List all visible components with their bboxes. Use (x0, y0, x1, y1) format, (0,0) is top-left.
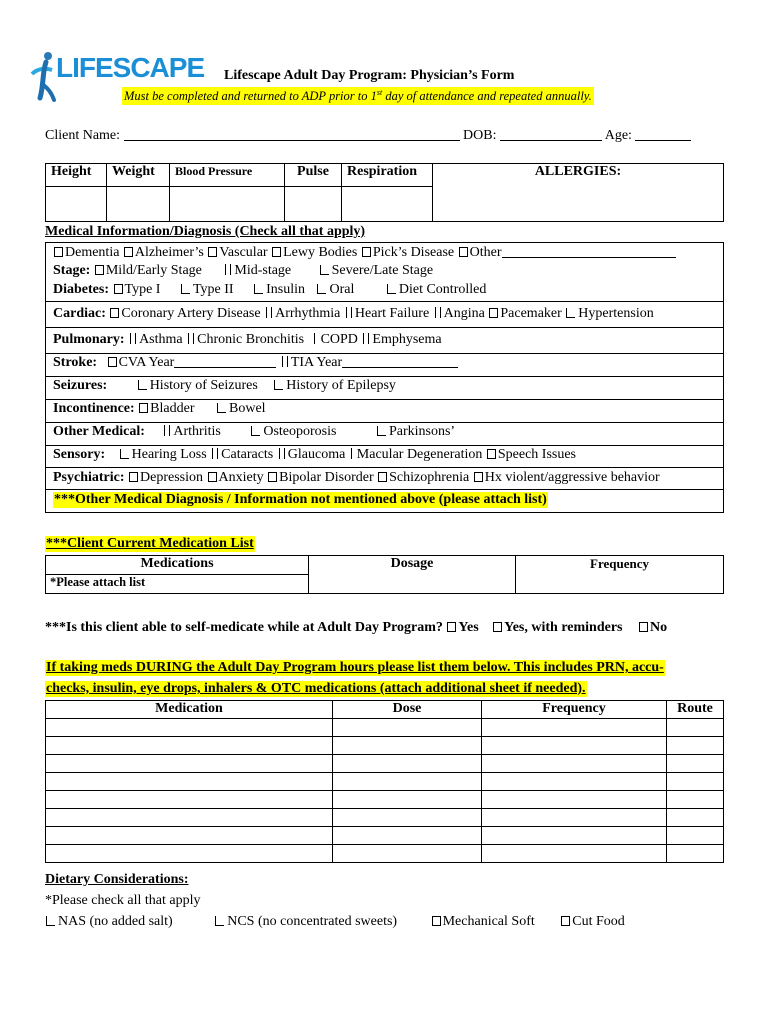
oral-checkbox[interactable] (317, 284, 326, 294)
hypertension-checkbox[interactable] (566, 308, 575, 318)
cad-label: Coronary Artery Disease (121, 306, 261, 321)
glaucoma-checkbox[interactable] (279, 448, 285, 459)
insulin-label: Insulin (266, 282, 305, 297)
angina-checkbox[interactable] (435, 307, 441, 318)
cataracts-label: Cataracts (221, 447, 274, 462)
cad-checkbox[interactable] (110, 308, 119, 318)
dose-cell[interactable] (333, 845, 482, 863)
osteoporosis-label: Osteoporosis (263, 424, 337, 439)
dementia-label: Dementia (65, 245, 120, 260)
heart-failure-label: Heart Failure (354, 306, 430, 321)
osteoporosis-checkbox[interactable] (251, 426, 260, 436)
severe-stage-checkbox[interactable] (320, 265, 329, 275)
vascular-label: Vascular (219, 245, 268, 260)
med-cell[interactable] (46, 719, 333, 737)
freq-col-header: Frequency (482, 701, 667, 719)
self-med-reminders-label: Yes, with reminders (504, 620, 623, 635)
pacemaker-label: Pacemaker (500, 306, 562, 321)
arthritis-checkbox[interactable] (164, 425, 170, 436)
mid-stage-label: Mid-stage (234, 263, 292, 278)
copd-label: COPD (320, 332, 358, 347)
height-field[interactable] (46, 187, 107, 222)
alzheimers-label: Alzheimer’s (134, 245, 204, 260)
respiration-header: Respiration (342, 164, 433, 187)
hearing-loss-label: Hearing Loss (131, 447, 207, 462)
other-dementia-label: Other (469, 245, 502, 260)
medication-col-header: Medication (46, 701, 333, 719)
nas-label: NAS (no added salt) (58, 914, 173, 929)
oral-label: Oral (329, 282, 355, 297)
type2-checkbox[interactable] (181, 284, 190, 294)
psychiatric-label: Psychiatric: (53, 470, 125, 485)
freq-cell[interactable] (482, 773, 667, 791)
severe-stage-label: Severe/Late Stage (331, 263, 434, 278)
asthma-label: Asthma (139, 332, 183, 347)
bowel-label: Bowel (229, 401, 266, 416)
bipolar-label: Bipolar Disorder (279, 470, 374, 485)
cva-checkbox[interactable] (108, 357, 117, 367)
history-epilepsy-checkbox[interactable] (274, 380, 283, 390)
table-row (46, 755, 724, 773)
seizures-label: Seizures: (53, 378, 108, 393)
cva-label: CVA Year (118, 355, 175, 370)
dietary-heading: Dietary Considerations: (45, 872, 189, 887)
arrhythmia-checkbox[interactable] (266, 307, 272, 318)
form-subtitle: Must be completed and returned to ADP prior to 1st day of attendance and repeated annually. (124, 88, 592, 104)
incontinence-label: Incontinence: (53, 401, 135, 416)
mechanical-soft-checkbox[interactable] (432, 916, 441, 926)
route-cell[interactable] (667, 773, 724, 791)
table-row (46, 737, 724, 755)
other-dementia-field[interactable] (502, 245, 676, 258)
dose-cell[interactable] (333, 719, 482, 737)
dietary-note: *Please check all that apply (45, 893, 201, 908)
medical-info-heading: Medical Information/Diagnosis (Check all that apply) (45, 224, 366, 239)
history-seizures-checkbox[interactable] (138, 380, 147, 390)
med-cell[interactable] (46, 827, 333, 845)
stroke-label: Stroke: (53, 355, 98, 370)
hypertension-label: Hypertension (578, 306, 654, 321)
history-seizures-label: History of Seizures (149, 378, 258, 393)
dose-cell[interactable] (333, 809, 482, 827)
allergies-header: ALLERGIES: (534, 164, 622, 179)
freq-cell[interactable] (482, 737, 667, 755)
med-list-heading: ***Client Current Medication List (46, 536, 254, 551)
copd-checkbox[interactable] (314, 333, 315, 344)
schizophrenia-label: Schizophrenia (389, 470, 470, 485)
parkinsons-checkbox[interactable] (377, 426, 386, 436)
dose-col-header: Dose (333, 701, 482, 719)
diet-controlled-label: Diet Controlled (398, 282, 487, 297)
pulmonary-label: Pulmonary: (53, 332, 125, 347)
route-cell[interactable] (667, 755, 724, 773)
med-cell[interactable] (46, 809, 333, 827)
pulse-field[interactable] (285, 187, 342, 222)
vascular-checkbox[interactable] (208, 247, 217, 257)
dementia-checkbox[interactable] (54, 247, 63, 257)
diet-controlled-checkbox[interactable] (387, 284, 396, 294)
route-cell[interactable] (667, 719, 724, 737)
dose-cell[interactable] (333, 755, 482, 773)
route-cell[interactable] (667, 791, 724, 809)
med-cell[interactable] (46, 773, 333, 791)
route-col-header: Route (667, 701, 724, 719)
cataracts-checkbox[interactable] (212, 448, 218, 459)
bladder-label: Bladder (150, 401, 195, 416)
insulin-checkbox[interactable] (254, 284, 263, 294)
macular-label: Macular Degeneration (356, 447, 483, 462)
self-med-yes-checkbox[interactable] (447, 622, 456, 632)
cardiac-label: Cardiac: (53, 306, 106, 321)
med-cell[interactable] (46, 737, 333, 755)
weight-field[interactable] (107, 187, 170, 222)
adp-meds-line2: checks, insulin, eye drops, inhalers & OTC medications (attach additional sheet if needed). (46, 681, 586, 696)
heart-failure-checkbox[interactable] (346, 307, 352, 318)
stroke-row (53, 355, 458, 371)
dose-cell[interactable] (333, 791, 482, 809)
respiration-field[interactable] (342, 187, 433, 222)
dose-cell[interactable] (333, 773, 482, 791)
form-title: Lifescape Adult Day Program: Physician’s Form (224, 68, 515, 83)
history-epilepsy-label: History of Epilepsy (286, 378, 396, 393)
violent-behavior-checkbox[interactable] (474, 472, 483, 482)
table-row (46, 791, 724, 809)
age-label: Age: (604, 128, 632, 143)
route-cell[interactable] (667, 827, 724, 845)
tia-label: TIA Year (290, 355, 343, 370)
parkinsons-label: Parkinsons’ (388, 424, 456, 439)
type1-checkbox[interactable] (114, 284, 123, 294)
mechanical-soft-label: Mechanical Soft (442, 914, 535, 929)
table-row (46, 719, 724, 737)
other-diagnosis-note: ***Other Medical Diagnosis / Information not mentioned above (please attach list) (54, 492, 547, 507)
other-dementia-checkbox[interactable] (459, 247, 468, 257)
bowel-checkbox[interactable] (217, 403, 226, 413)
tia-checkbox[interactable] (282, 356, 288, 367)
cva-year-field[interactable] (174, 355, 276, 368)
table-row (46, 827, 724, 845)
med-cell[interactable] (46, 755, 333, 773)
vitals-table (45, 163, 724, 222)
sensory-label: Sensory: (53, 447, 106, 462)
type1-label: Type I (124, 282, 161, 297)
psychiatric-row (53, 470, 660, 486)
asthma-checkbox[interactable] (130, 333, 136, 344)
freq-cell[interactable] (482, 809, 667, 827)
dob-label: DOB: (463, 128, 497, 143)
speech-issues-label: Speech Issues (497, 447, 577, 462)
logo-text: LIFESCAPE (56, 52, 205, 83)
height-header: Height (46, 164, 107, 187)
chronic-bronchitis-checkbox[interactable] (188, 333, 194, 344)
emphysema-label: Emphysema (372, 332, 442, 347)
client-name-label: Client Name: (45, 128, 121, 143)
type2-label: Type II (192, 282, 234, 297)
arrhythmia-label: Arrhythmia (275, 306, 341, 321)
speech-issues-checkbox[interactable] (487, 449, 496, 459)
cardiac-row (53, 306, 654, 322)
client-info-line (45, 128, 691, 144)
violent-behavior-label: Hx violent/aggressive behavior (484, 470, 660, 485)
self-medicate-question: ***Is this client able to self-medicate while at Adult Day Program? (45, 620, 443, 635)
weight-header: Weight (107, 164, 170, 187)
pulse-header: Pulse (285, 164, 342, 187)
freq-cell[interactable] (482, 791, 667, 809)
client-name-field[interactable] (124, 128, 460, 141)
glaucoma-label: Glaucoma (287, 447, 346, 462)
med-cell[interactable] (46, 791, 333, 809)
seizures-row (53, 378, 396, 394)
ncs-checkbox[interactable] (215, 916, 224, 926)
mild-stage-label: Mild/Early Stage (105, 263, 202, 278)
tia-year-field[interactable] (342, 355, 458, 368)
dose-cell[interactable] (333, 827, 482, 845)
freq-cell[interactable] (482, 719, 667, 737)
route-cell[interactable] (667, 809, 724, 827)
hearing-loss-checkbox[interactable] (120, 449, 129, 459)
pulmonary-row (53, 332, 442, 348)
other-medical-row (53, 424, 455, 440)
frequency-header: Frequency (516, 556, 724, 594)
adp-meds-line1: If taking meds DURING the Adult Day Program hours please list them below. This includes PRN, accu- (46, 660, 664, 675)
schizophrenia-checkbox[interactable] (378, 472, 387, 482)
cut-food-checkbox[interactable] (561, 916, 570, 926)
dietary-options-row (45, 914, 625, 930)
med-cell[interactable] (46, 845, 333, 863)
ncs-label: NCS (no concentrated sweets) (227, 914, 398, 929)
adp-meds-table (45, 700, 724, 863)
chronic-bronchitis-label: Chronic Bronchitis (197, 332, 305, 347)
self-med-no-checkbox[interactable] (639, 622, 648, 632)
blood-pressure-header: Blood Pressure (170, 164, 285, 187)
route-cell[interactable] (667, 845, 724, 863)
attach-list-note: *Please attach list (46, 575, 309, 594)
freq-cell[interactable] (482, 755, 667, 773)
stage-label: Stage: (53, 263, 91, 278)
incontinence-row (53, 401, 266, 417)
mild-stage-checkbox[interactable] (95, 265, 104, 275)
dob-field[interactable] (500, 128, 602, 141)
freq-cell[interactable] (482, 845, 667, 863)
route-cell[interactable] (667, 737, 724, 755)
freq-cell[interactable] (482, 827, 667, 845)
alzheimers-checkbox[interactable] (124, 247, 133, 257)
dosage-header: Dosage (309, 556, 516, 594)
self-medicate-row (45, 620, 667, 636)
mid-stage-checkbox[interactable] (225, 264, 231, 275)
sensory-row (53, 447, 576, 463)
dementia-row (53, 245, 676, 261)
macular-checkbox[interactable] (351, 448, 352, 459)
picks-checkbox[interactable] (362, 247, 371, 257)
bipolar-checkbox[interactable] (268, 472, 277, 482)
age-field[interactable] (635, 128, 691, 141)
anxiety-label: Anxiety (218, 470, 264, 485)
lewy-bodies-label: Lewy Bodies (283, 245, 358, 260)
self-med-no-label: No (650, 620, 668, 635)
allergies-cell[interactable] (433, 164, 724, 222)
table-row (46, 809, 724, 827)
table-row (46, 773, 724, 791)
dose-cell[interactable] (333, 737, 482, 755)
angina-label: Angina (443, 306, 485, 321)
diabetes-label: Diabetes: (53, 282, 109, 297)
anxiety-checkbox[interactable] (208, 472, 217, 482)
med-list-table (45, 555, 724, 594)
self-med-yes-label: Yes (458, 620, 479, 635)
stage-row (53, 263, 433, 279)
self-med-reminders-checkbox[interactable] (493, 622, 502, 632)
bladder-checkbox[interactable] (139, 403, 148, 413)
blood-pressure-field[interactable] (170, 187, 285, 222)
arthritis-label: Arthritis (173, 424, 221, 439)
diabetes-row (53, 282, 486, 298)
depression-label: Depression (140, 470, 204, 485)
medications-header: Medications (46, 556, 309, 575)
other-medical-label: Other Medical: (53, 424, 145, 439)
emphysema-checkbox[interactable] (363, 333, 369, 344)
table-row (46, 845, 724, 863)
picks-label: Pick’s Disease (372, 245, 455, 260)
lewy-bodies-checkbox[interactable] (272, 247, 281, 257)
nas-checkbox[interactable] (46, 916, 55, 926)
pacemaker-checkbox[interactable] (489, 308, 498, 318)
depression-checkbox[interactable] (129, 472, 138, 482)
cut-food-label: Cut Food (572, 914, 625, 929)
